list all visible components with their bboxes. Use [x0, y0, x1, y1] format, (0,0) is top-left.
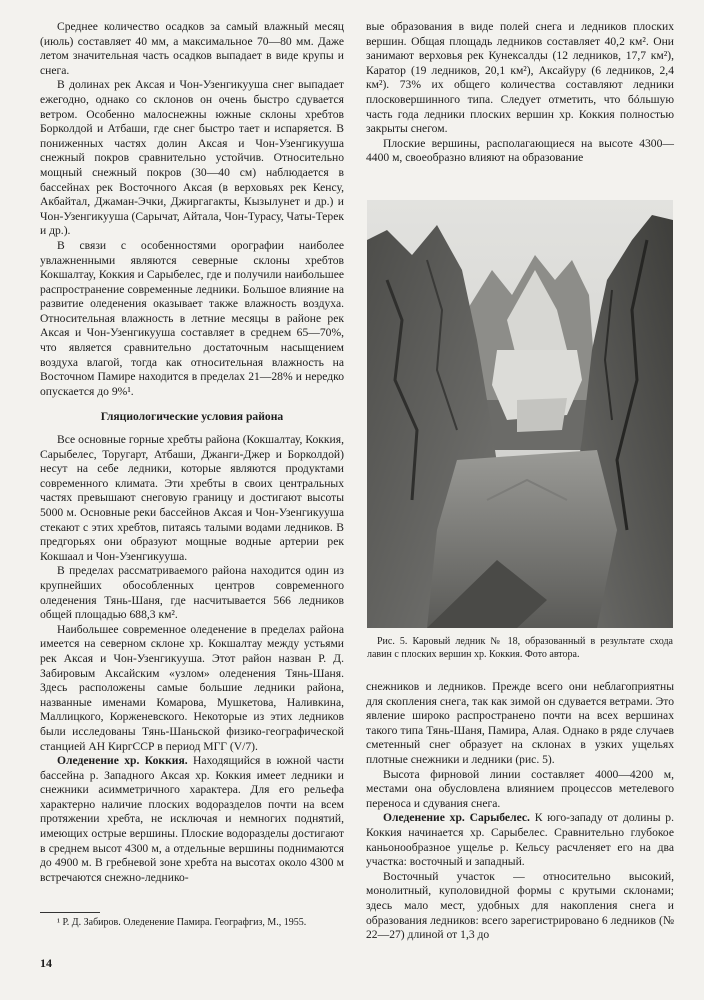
section-heading: Гляциологические условия района [100, 410, 284, 424]
right-column-bottom [366, 680, 674, 943]
paragraph: Восточный участок — относительно высокий, монолитный, куполовидной формы с крутыми склонами; здесь мало мест, удобных для накопления снега и образования ледников: всего зарегистрировано 6 ледников (№ 22—27) длиной от 1,3 до [366, 869, 674, 942]
paragraph: Высота фирновой линии составляет 4000—4200 м, местами она обусловлена влиянием процессов метелевого переноса и сдувания снега. [366, 767, 674, 810]
paragraph: вые образования в виде полей снега и ледников плоских вершин. Общая площадь ледников составляет 40,2 км². Они занимают верховья рек Кунексалды (12 ледников, 17,7 км²), Каратор (19 ледников, 20,1 км²), Аксайуру (6 ледников, 2,4 км²). 73% их общего количества составляют ледники плосковершинного типа. Следует отметить, что бóльшую часть года ледники плоских вершин хр. Коккия полностью закрыты снегом. [366, 20, 674, 136]
paragraph [40, 754, 344, 885]
paragraph-lead: Оледенение хр. Коккия. [57, 754, 188, 768]
paragraph: Все основные горные хребты района (Кокшалтау, Коккия, Сарыбелес, Торугарт, Атбаши, Джанги-Джер и Борколдой) несут на себе ледники, которые являются продуктами современного климата. Эти хребты в своих центральных частях превышают снеговую границу и достигают высоты 5000 м. Основные реки бассейнов Аксая и Чон-Узенгикууша стекают с этих хребтов, питаясь талыми водами ледников. В предгорьях они образуют мощные водные артерии рек Кокшаал и Чон-Узенгикууша. [40, 433, 344, 563]
left-column [40, 20, 344, 885]
page-number: 14 [40, 956, 52, 970]
mountain-glacier-photo [367, 200, 673, 628]
paragraph: снежников и ледников. Прежде всего они неблагоприятны для скопления снега, так как зимой он сдувается ветрами. Это явление широко распространено почти на всех вершинах такого типа Тянь-Шаня, Памира, Алая. Однако в ряде случаев сметенный снег образует на склонах в узких ущельях плотные снежники и ледники (рис. 5). [366, 680, 674, 766]
paragraph: В пределах рассматриваемого района находится один из крупнейших обособленных центров современного оледенения Тянь-Шаня, где насчитывается 566 ледников общей площадью 688,3 км². [40, 564, 344, 622]
right-column-top [366, 20, 674, 166]
paragraph: В связи с особенностями орографии наиболее увлажненными являются северные склоны хребтов Кокшалтау, Коккия и Сарыбелес, где и получили наибольшее распространение современные ледники. Большое влияние на развитие оледенения оказывает также влажность воздуха. Относительная влажность в летние месяцы в районе рек Аксая и Чон-Узенгикууша составляет в среднем 65—70%, что является сравнительно достаточным насыщением воздуха влагой, тогда как относительная влажность на Восточном Памире находится в пределах 21—28% и нередко опускается до 9%¹. [40, 238, 344, 398]
paragraph-body: К юго-западу от долины р. Коккия начинается хр. Сарыбелес. Сравнительно глубокое каньонообразное ущелье р. Кельсу расчленяет его на два участка: восточный и западный. [366, 811, 674, 869]
paragraph: Плоские вершины, располагающиеся на высоте 4300—4400 м, своеобразно влияют на образование [366, 136, 674, 165]
paragraph-lead: Оледенение хр. Сарыбелес. [383, 811, 530, 825]
paragraph: Наибольшее современное оледенение в пределах района имеется на северном склоне хр. Кокшалтау между устьями рек Аксая и Чон-Узенгикууша. Этот район назван Р. Д. Забировым Аксайским «узлом» оледенения Тянь-Шаня. Здесь расположены самые большие ледники района, названные именами Комарова, Мушкетова, Наливкина, Маллицкого, Корженевского. Некоторые из этих ледников были исследованы Тянь-Шаньской физико-географической станцией АН КиргССР в период МГГ (V/7). [40, 622, 344, 753]
paragraph: В долинах рек Аксая и Чон-Узенгикууша снег выпадает ежегодно, однако со склонов он очень быстро сдувается ветром. Особенно малоснежны южные склоны хребтов Борколдой и Атбаши, где снег быстро тает и испаряется. В пониженных частях долин Аксая и Чон-Узенгикууша снежный покров сравнительно устойчив. Относительно мощный снежный покров (30—40 см) наблюдается в бассейнах рек Восточного Аксая (в верховьях рек Кенсу, Акбайтал, Джаман-Эчки, Джиргагакты, Кызылунет и др.) и Чон-Узенгикууша (Сарычат, Айтала, Чон-Турасу, Чаты-Терек и др.). [40, 78, 344, 238]
footnote-divider [40, 912, 100, 913]
paragraph-body: Находящийся в южной части бассейна р. Западного Аксая хр. Коккия имеет ледники и снежники асимметричного характера. Для его рельефа характерно наличие плоских водоразделов почти на всем протяжении хребта, не исключая и немногих поднятий, имеющих острые вершины. Плоские водоразделы достигают в среднем высот 4300 м, а отдельные вершины поднимаются до 4900 м. В гребневой зоне хребта на высотах около 4300 м встречаются снежно-леднико- [40, 754, 344, 884]
paragraph [366, 811, 674, 869]
figure-caption: Рис. 5. Каровый ледник № 18, образованный в результате схода лавин с плоских вершин хр. Коккия. Фото автора. [367, 636, 673, 660]
paragraph: Среднее количество осадков за самый влажный месяц (июль) составляет 40 мм, а максимальное 70—80 мм. Даже летом значительная часть осадков выпадает в виде крупы и снега. [40, 20, 344, 77]
footnote: ¹ Р. Д. Забиров. Оледенение Памира. Географгиз, М., 1955. [57, 917, 307, 928]
